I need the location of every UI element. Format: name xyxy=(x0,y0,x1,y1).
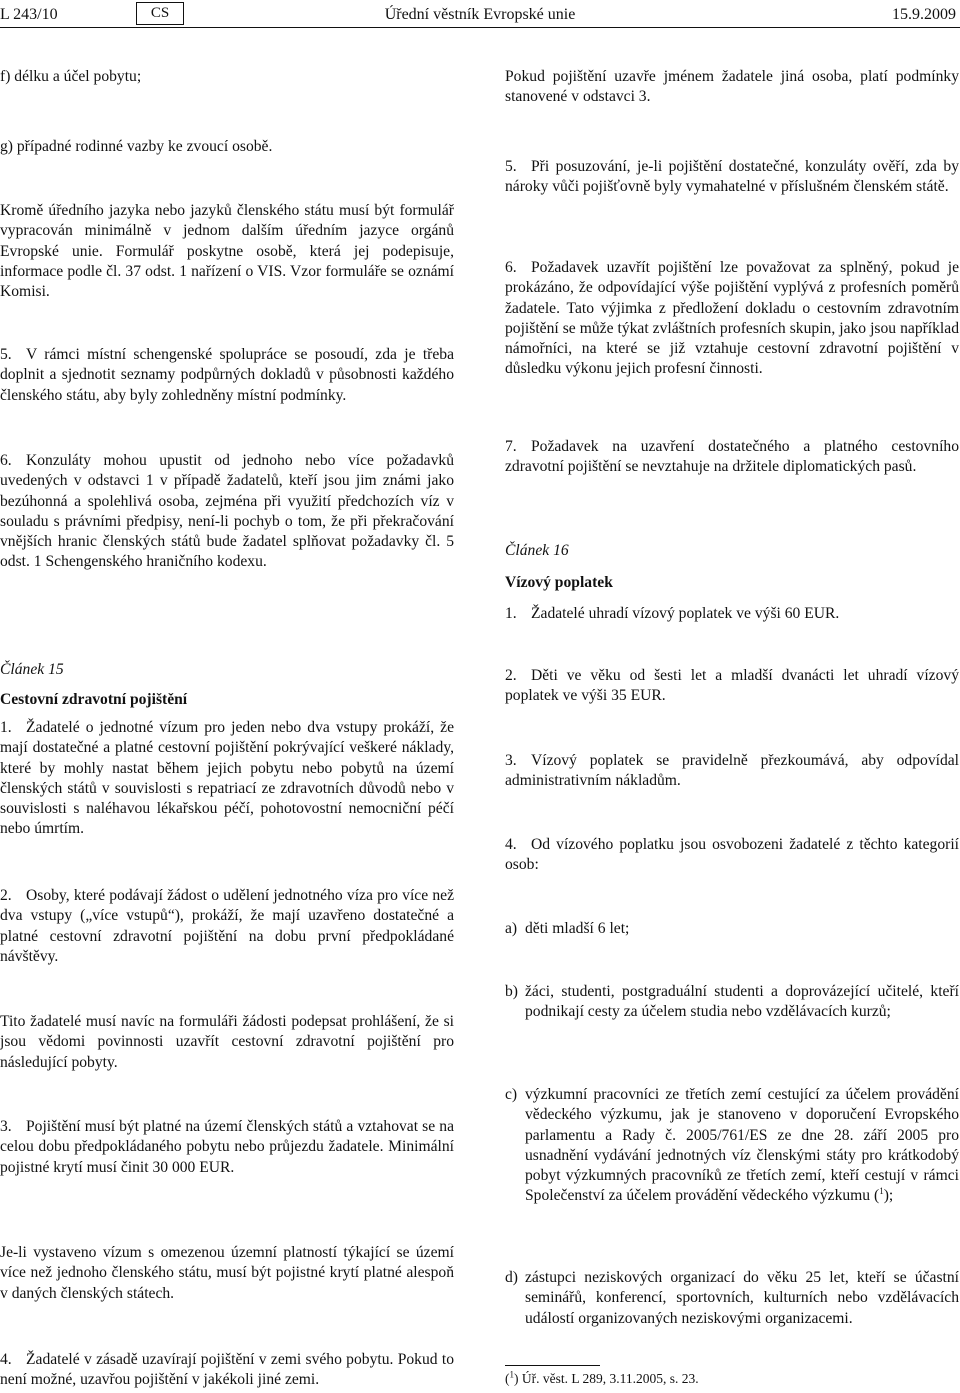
list-item-b xyxy=(505,982,959,1023)
article-16-title: Vízový poplatek xyxy=(505,574,613,591)
paragraph-number: 6. xyxy=(505,259,517,276)
list-label: d) xyxy=(505,1269,518,1286)
article-16-para-4 xyxy=(505,835,959,876)
paragraph-number: 2. xyxy=(0,887,12,904)
article-16-para-3 xyxy=(505,751,959,792)
article-16-label: Článek 16 xyxy=(505,542,569,559)
footnote-number: 1 xyxy=(509,1369,514,1380)
paragraph-text: Žadatelé o jednotné vízum pro jeden nebo dva vstupy prokáží, že mají dostatečné a platné cestovní pojištění pokrývající veškeré náklady, které by mohly nastat během jejich pobytu nebo pobytů na území členských států v souvislosti s repatriací ze zdravotních důvodů nebo v souvislosti s naléhavou lékařskou péčí, pohotovostní nemocniční péčí nebo úmrtím. xyxy=(0,719,454,838)
article-15-para-5 xyxy=(505,157,959,198)
paragraph-6 xyxy=(0,451,454,573)
paragraph-5 xyxy=(0,345,454,406)
paragraph-text: V rámci místní schengenské spolupráce se posoudí, zda je třeba doplnit a sjednotit seznamy podpůrných dokladů v působnosti každého členského státu, aby byly zohledněny místní podmínky. xyxy=(0,346,454,404)
article-15-title: Cestovní zdravotní pojištění xyxy=(0,691,188,708)
paragraph-number: 4. xyxy=(0,1351,12,1368)
list-item-a xyxy=(505,919,959,939)
footnote xyxy=(505,1370,699,1388)
list-label: b) xyxy=(505,983,518,1000)
paragraph-number: 2. xyxy=(505,667,517,684)
header-rule xyxy=(0,27,960,28)
paragraph-text: Osoby, které podávají žádost o udělení jednotného víza pro více než dva vstupy („více vstupů“), prokáží, že mají uzavřeno dostatečné a platné cestovní zdravotní pojištění na dobu první předpokládané návštěvy. xyxy=(0,887,454,965)
list-item-c xyxy=(505,1085,959,1207)
footnote-rule xyxy=(505,1365,600,1366)
article-16-para-1 xyxy=(505,604,959,624)
article-15-para-3b: Je-li vystaveno vízum s omezenou územní platností týkající se území více než jednoho členského státu, musí být pojistné krytí platné alespoň v daných členských státech. xyxy=(0,1244,454,1302)
list-text: žáci, studenti, postgraduální studenti a doprovázející učitelé, kteří podnikají cesty za účelem studia nebo vzdělávacích kurzů; xyxy=(525,983,959,1021)
paragraph-language: Kromě úředního jazyka nebo jazyků členského státu musí být formulář vypracován minimálně v jednom dalším úředním jazyce orgánů Evropské unie. Formulář poskytne osobě, která jej podepisuje, informace podle čl. 37 odst. 1 nařízení o VIS. Vzor formuláře se oznámí Komisi. xyxy=(0,202,454,301)
list-text: děti mladší 6 let; xyxy=(525,920,630,937)
paragraph-number: 4. xyxy=(505,836,517,853)
paragraph-number: 1. xyxy=(0,719,12,736)
paragraph-text: Žadatelé uhradí vízový poplatek ve výši 60 EUR. xyxy=(531,605,840,622)
article-15-para-3 xyxy=(0,1117,454,1178)
paragraph-text: Konzuláty mohou upustit od jednoho nebo více požadavků uvedených v odstavci 1 v případě žadatelů, kteří jsou jim známi jako bezúhonná a spolehlivá osoba, zejména při využití předchozích víz v souladu s právními předpisy, není-li pochyb o tom, že při překračování vnějších hranic členských států bude žadatel splňovat požadavky čl. 5 odst. 1 Schengenského hraničního kodexu. xyxy=(0,452,454,571)
item-f: f) délku a účel pobytu; xyxy=(0,68,142,85)
item-g: g) případné rodinné vazby ke zvoucí osobě. xyxy=(0,138,273,155)
paragraph-number: 5. xyxy=(0,346,12,363)
list-text: zástupci neziskových organizací do věku 25 let, kteří se účastní seminářů, konferencí, sportovních, kulturních nebo vzdělávacích událostí organizovaných neziskovými organizacemi. xyxy=(525,1269,959,1327)
article-15-para-2 xyxy=(0,886,454,967)
paragraph-text: Vízový poplatek se pravidelně přezkoumává, aby odpovídal administrativním nákladům. xyxy=(505,752,959,790)
list-item-d xyxy=(505,1268,959,1329)
paragraph-text: Požadavek uzavřít pojištění lze považovat za splněný, pokud je prokázáno, že odpovídající výše pojištění vyplývá z profesních poměrů žadatele. Tato výjimka z předložení dokladu o cestovním zdravotním pojištění se může týkat zvláštních profesních skupin, jako jsou například námořníci, na které se již vztahuje cestovní zdravotní pojištění v důsledku výkonu jejich profesní činnosti. xyxy=(505,259,959,378)
footnote-open: ( xyxy=(505,1371,510,1386)
list-label: a) xyxy=(505,920,518,937)
page-reference: L 243/10 xyxy=(0,6,58,23)
paragraph-continuation: Pokud pojištění uzavře jménem žadatele jiná osoba, platí podmínky stanovené v odstavci 3. xyxy=(505,68,959,106)
list-text xyxy=(525,1085,959,1207)
list-text-end: ); xyxy=(883,1187,894,1205)
paragraph-number: 3. xyxy=(505,752,517,769)
list-label: c) xyxy=(505,1086,518,1103)
page-header xyxy=(0,0,960,30)
journal-title: Úřední věstník Evropské unie xyxy=(384,6,576,23)
language-box: CS xyxy=(136,2,184,25)
paragraph-text: Pojištění musí být platné na území členských států a vztahovat se na celou dobu předpokládaného pobytu nebo průjezdu žadatele. Minimální pojistné krytí musí činit 30 000 EUR. xyxy=(0,1118,454,1176)
paragraph-text: Při posuzování, je-li pojištění dostatečné, konzuláty ověří, zda by nároky vůči pojišťovně byly vymahatelné v příslušném členském státě. xyxy=(505,158,959,196)
list-text-body: výzkumní pracovníci ze třetích zemí cestující za účelem provádění vědeckého výzkumu, jak je stanoveno v doporučení Evropského parlamentu a Rady č. 2005/761/ES ze dne 28. září 2005 pro usnadnění vydávání jednotných víz členskými státy pro krátkodobý pobyt výzkumných pracovníků ze třetích zemí, kteří cestují v rámci Společenství za účelem provádění vědeckého výzkumu ( xyxy=(525,1086,959,1205)
paragraph-text: Požadavek na uzavření dostatečného a platného cestovního zdravotní pojištění se nevztahuje na držitele diplomatických pasů. xyxy=(505,438,959,476)
paragraph-number: 1. xyxy=(505,605,517,622)
paragraph-text: Od vízového poplatku jsou osvobozeni žadatelé z těchto kategorií osob: xyxy=(505,836,959,874)
article-16-para-2 xyxy=(505,666,959,707)
footnote-text: Úř. věst. L 289, 3.11.2005, s. 23. xyxy=(521,1371,699,1386)
paragraph-text: Děti ve věku od šesti let a mladší dvanácti let uhradí vízový poplatek ve výši 35 EUR. xyxy=(505,667,959,705)
article-15-label: Článek 15 xyxy=(0,661,64,678)
paragraph-number: 3. xyxy=(0,1118,12,1135)
article-15-para-7 xyxy=(505,437,959,478)
article-15-para-2b: Tito žadatelé musí navíc na formuláři žádosti podepsat prohlášení, že si jsou vědomi povinnosti uzavřít cestovní zdravotní pojištění pro následující pobyty. xyxy=(0,1013,454,1071)
article-15-para-1 xyxy=(0,718,454,840)
footnote-close: ) xyxy=(514,1371,519,1386)
paragraph-number: 7. xyxy=(505,438,517,455)
article-15-para-4 xyxy=(0,1350,454,1391)
paragraph-number: 5. xyxy=(505,158,517,175)
article-15-para-6 xyxy=(505,258,959,380)
footnote-marker: 1 xyxy=(879,1186,884,1197)
paragraph-number: 6. xyxy=(0,452,12,469)
publication-date: 15.9.2009 xyxy=(892,6,956,23)
paragraph-text: Žadatelé v zásadě uzavírají pojištění v zemi svého pobytu. Pokud to není možné, uzavřou pojištění v jakékoli jiné zemi. xyxy=(0,1351,454,1389)
